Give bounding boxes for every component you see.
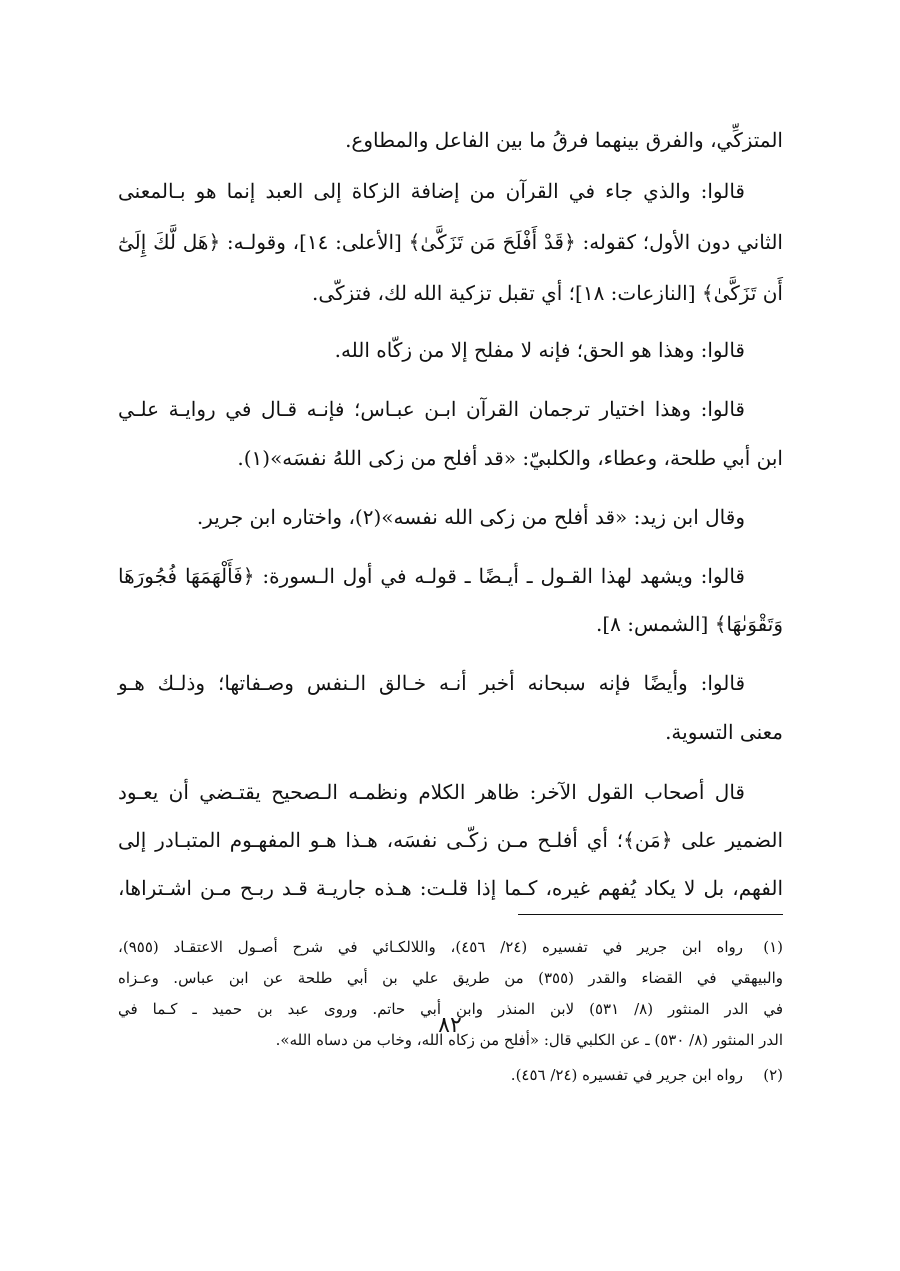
body-line: المتزكِّي، والفرق بينهما فرقُ ما بين الفاعل والمطاوع. — [345, 128, 783, 152]
body-line: قالوا: وهذا اختيار ترجمان القرآن ابـن عبـاس؛ فإنـه قـال في روايـة علـي — [118, 397, 745, 421]
body-line: قالوا: وهذا هو الحق؛ فإنه لا مفلح إلا من زكّاه الله. — [334, 338, 745, 362]
footnote-line: الدر المنثور (٨/ ٥٣٠) ـ عن الكلبي قال: «أفلح من زكاه الله، وخاب من دساه الله». — [275, 1031, 783, 1049]
body-line: قالوا: وأيضًا فإنه سبحانه أخبر أنـه خـالق الـنفس وصـفاتها؛ وذلـك هـو — [118, 671, 745, 695]
body-line: ابن أبي طلحة، وعطاء، والكلبيّ: «قد أفلح من زكى اللهُ نفسَه»(١). — [237, 446, 783, 470]
footnote-line: والبيهقي في القضاء والقدر (٣٥٥) من طريق علي بن أبي طلحة عن ابن عباس. وعـزاه — [118, 969, 783, 987]
footnote-line: في الدر المنثور (٨/ ٥٣١) لابن المنذر وابن أبي حاتم. وروى عبد بن حميد ـ كـما في — [118, 1000, 783, 1018]
footnote-number: (١) — [763, 938, 783, 956]
footnote-separator — [518, 914, 783, 915]
body-line: وقال ابن زيد: «قد أفلح من زكى الله نفسه»(٢)، واختاره ابن جرير. — [196, 505, 745, 529]
footnote-line: رواه ابن جرير في تفسيره (٢٤/ ٤٥٦)، واللالكـائي في شرح أصـول الاعتقـاد (٩٥٥)، — [118, 938, 743, 956]
body-line: أَن تَزَكَّىٰ﴾ [النازعات: ١٨]؛ أي تقبل تزكية الله لك، فتزكّى. — [312, 281, 783, 305]
body-line: الفهم، بل لا يكاد يُفهم غيره، كـما إذا قلـت: هـذه جاريـة قـد ربـح مـن اشـتراها، — [118, 876, 783, 900]
footnote-number: (٢) — [763, 1066, 783, 1084]
footnote-line: رواه ابن جرير في تفسيره (٢٤/ ٤٥٦). — [510, 1066, 743, 1084]
page-number: ٨٢ — [438, 1013, 462, 1038]
body-line: قالوا: والذي جاء في القرآن من إضافة الزكاة إلى العبد إنما هو بـالمعنى — [118, 179, 745, 203]
body-line: قالوا: ويشهد لهذا القـول ـ أيـضًا ـ قولـه في أول الـسورة: ﴿فَأَلْهَمَهَا فُجُورَهَا — [118, 564, 745, 588]
body-line: وَتَقْوَىٰهَا﴾ [الشمس: ٨]. — [595, 612, 783, 636]
body-line: قال أصحاب القول الآخر: ظاهر الكلام ونظمـه الـصحيح يقتـضي أن يعـود — [118, 780, 745, 804]
body-line: الضمير على ﴿مَن﴾؛ أي أفلـح مـن زكّـى نفسَه، هـذا هـو المفهـوم المتبـادر إلى — [118, 828, 783, 852]
body-line: الثاني دون الأول؛ كقوله: ﴿قَدْ أَفْلَحَ مَن تَزَكَّىٰ﴾ [الأعلى: ١٤]، وقولـه: ﴿هَل لَّكَ إِلَىٰٓ — [118, 230, 783, 254]
body-line: معنى التسوية. — [665, 720, 783, 744]
